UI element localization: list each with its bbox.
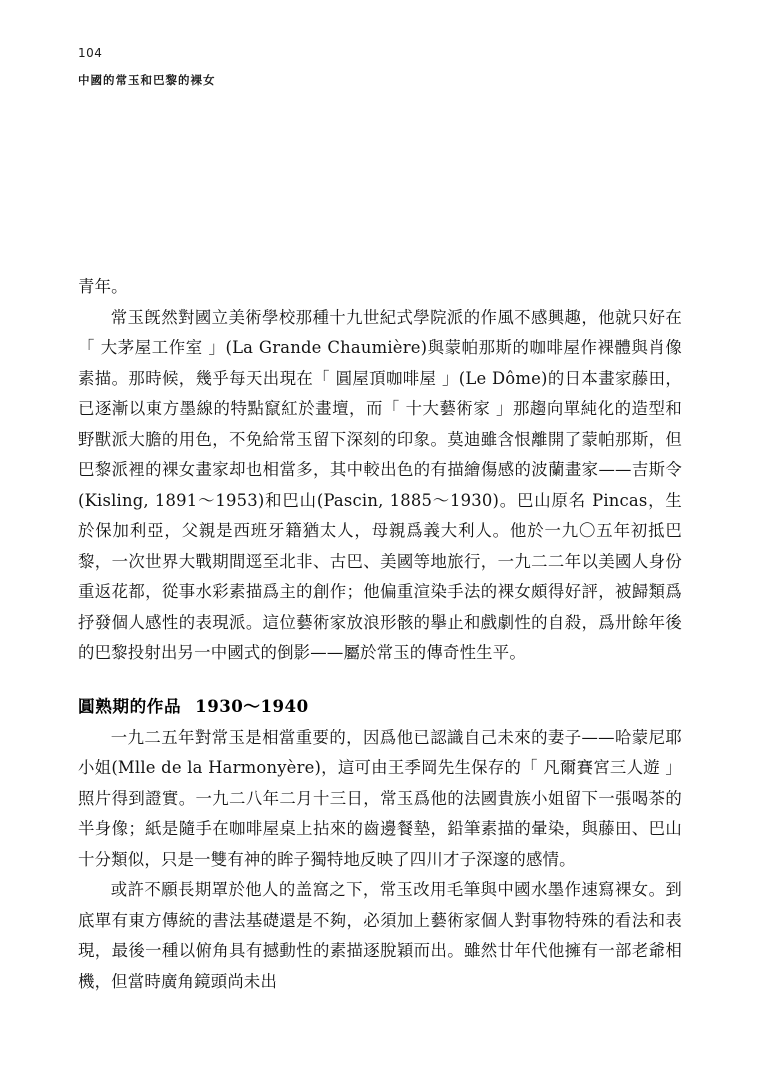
section-heading	[78, 691, 682, 721]
paragraph-3: 或許不願長期罩於他人的盖窩之下，常玉改用毛筆與中國水墨作速寫裸女。到底單有東方傳統的書法基礎還是不夠，必須加上藝術家個人對事物特殊的看法和表現，最後一種以俯角具有撼動性的素描逐脫穎而出。雖然廿年代他擁有一部老爺相機，但當時廣角鏡頭尚未出	[78, 880, 682, 991]
page-number: 104	[78, 46, 103, 60]
paragraph-1: 常玉旣然對國立美術學校那種十九世紀式學院派的作風不感興趣，他就只好在「 大茅屋工作室 」(La Grande Chaumière)與蒙帕那斯的咖啡屋作裸體與肖像素描。那時候，幾乎每天出現在「 圓屋頂咖啡屋 」(Le Dôme)的日本畫家藤田，已逐漸以東方墨線的特點竄紅於畫壇，而「 十大藝術家 」那趨向單純化的造型和野獸派大膽的用色，不免給常玉留下深刻的印象。莫迪雖含恨離開了蒙帕那斯，但巴黎派裡的裸女畫家却也相當多，其中較出色的有描繪傷感的波蘭畫家——吉斯令(Kisling, 1891～1953)和巴山(Pascin, 1885～1930)。巴山原名 Pincas，生於保加利亞，父親是西班牙籍猶太人，母親爲義大利人。他於一九〇五年初抵巴黎，一次世界大戰期間逕至北非、古巴、美國等地旅行，一九二二年以美國人身份重返花都，從事水彩素描爲主的創作；他偏重渲染手法的裸女頗得好評，被歸類爲抒發個人感性的表現派。這位藝術家放浪形骸的擧止和戲劇性的自殺，爲卅餘年後的巴黎投射出另一中國式的倒影——屬於常玉的傳奇性生平。	[78, 307, 682, 662]
body-text-block	[78, 272, 682, 997]
section-heading-title: 圓熟期的作品	[78, 695, 182, 716]
section-heading-range: 1930～1940	[195, 695, 309, 716]
running-head: 中國的常玉和巴黎的裸女	[78, 73, 216, 87]
paragraph-2: 一九二五年對常玉是相當重要的，因爲他已認識自己未來的妻子——哈蒙尼耶小姐(Mlle de la Harmonyère)，這可由王季岡先生保存的「 凡爾賽宮三人遊 」照片得到證實。一九二八年二月十三日，常玉爲他的法國貴族小姐留下一張喝茶的半身像；紙是隨手在咖啡屋桌上拈來的齒邊餐墊，鉛筆素描的暈染，與藤田、巴山十分類似，只是一雙有神的眸子獨特地反映了四川才子深邃的感情。	[78, 727, 682, 869]
orphan-line: 青年。	[78, 277, 128, 296]
